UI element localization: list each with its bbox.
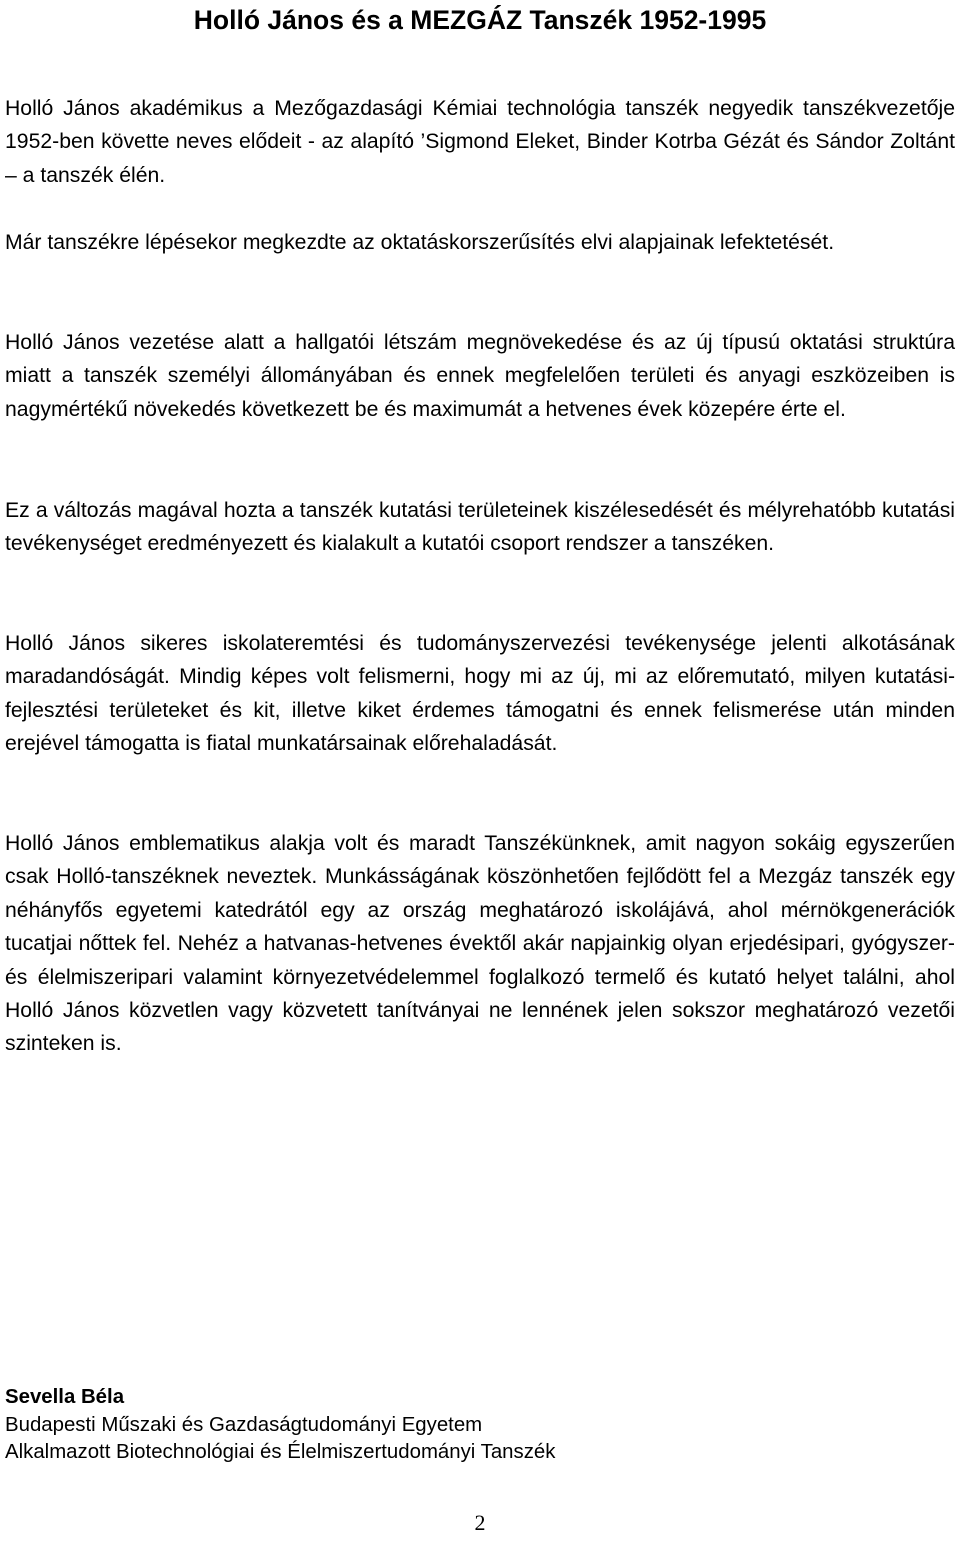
author-department: Alkalmazott Biotechnológiai és Élelmiszertudományi Tanszék	[5, 1441, 556, 1463]
author-university: Budapesti Műszaki és Gazdaságtudományi Egyetem	[5, 1413, 483, 1436]
document-title: Holló János és a MEZGÁZ Tanszék 1952-1995	[193, 5, 767, 35]
paragraph-emblematic-figure: Holló János emblematikus alakja volt és maradt Tanszékünknek, amit nagyon sokáig egyszerűen csak Holló-tanszéknek neveztek. Munkásságának köszönhetően fejlődött fel a Mezgáz tanszék egy néhányfős egyetemi katedrától egy az ország meghatározó iskolájává, ahol mérnökgenerációk tucatjai nőttek fel. Nehéz a hatvanas-hetvenes évektől akár napjainkig olyan erjedésipari, gyógyszer- és élelmiszeripari valamint környezetvédelemmel foglalkozó termelő és kutató helyet találni, ahol Holló János közvetlen vagy közvetett tanítványai ne lennének jelen sokszor meghatározó vezetői szinteken is.	[5, 832, 955, 1056]
paragraph-intro: Holló János akadémikus a Mezőgazdasági Kémiai technológia tanszék negyedik tanszékvezetője 1952-ben követte neves elődeit - az alapító ’Sigmond Eleket, Binder Kotrba Gézát és Sándor Zoltánt – a tanszék élén.	[5, 97, 955, 187]
paragraph-legacy: Holló János sikeres iskolateremtési és tudományszervezési tevékenysége jelenti alkotásának maradandóságát. Mindig képes volt felismerni, hogy mi az új, mi az előremutató, milyen kutatási-fejlesztési területeket és kit, illetve kiket érdemes támogatni és ennek felismerése után minden erejével támogatta is fiatal munkatársainak előrehaladását.	[5, 632, 955, 756]
paragraph-education-reform: Már tanszékre lépésekor megkezdte az oktatáskorszerűsítés elvi alapjainak lefektetését.	[5, 231, 835, 254]
paragraph-research-expansion: Ez a változás magával hozta a tanszék kutatási területeinek kiszélesedését és mélyrehatóbb kutatási tevékenységet eredményezett és kialakult a kutatói csoport rendszer a tanszéken.	[5, 499, 955, 556]
author-name: Sevella Béla	[5, 1386, 125, 1408]
paragraph-growth: Holló János vezetése alatt a hallgatói létszám megnövekedése és az új típusú oktatási struktúra miatt a tanszék személyi állományában és ennek megfelelően területi és anyagi eszközeiben is nagymértékű növekedés következett be és maximumát a hetvenes évek közepére érte el.	[5, 331, 955, 421]
signature-block	[5, 1384, 955, 1467]
page-number: 2	[474, 1510, 486, 1535]
